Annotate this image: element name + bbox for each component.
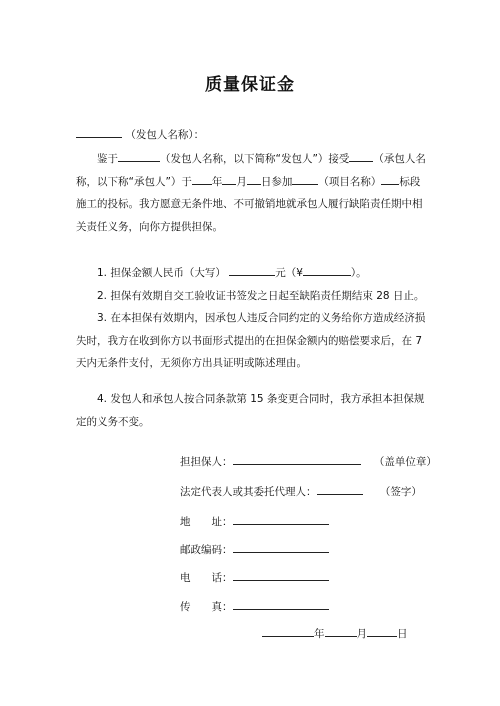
item-4: 4. 发包人和承包人按合同条款第 15 条变更合同时，我方承担本担保规定的义务不变。 — [76, 393, 425, 428]
intro-text-4: 以下称“承包人”）于 — [97, 175, 192, 188]
amount-words-blank[interactable] — [229, 264, 275, 276]
intro-text-3: （承包人名称， — [76, 153, 426, 188]
representative-label: 法定代表人或其委托代理人： — [180, 486, 317, 498]
intro-text-1: 鉴于 — [97, 153, 118, 165]
representative-blank[interactable] — [317, 483, 363, 495]
addressee-suffix: （发包人名称）： — [125, 129, 205, 141]
date-row — [262, 625, 408, 641]
guarantor-note: （盖单位章） — [373, 456, 437, 468]
date-day-label: 日 — [397, 628, 408, 640]
project-name-blank[interactable] — [292, 173, 318, 185]
phone-blank[interactable] — [233, 569, 329, 581]
amount-figures-blank[interactable] — [303, 264, 351, 276]
fax-row — [180, 598, 329, 614]
contractor-blank[interactable] — [349, 150, 373, 162]
fax-label: 传 真： — [180, 601, 233, 613]
day-blank[interactable] — [247, 173, 261, 185]
guarantor-label: 担担保人： — [180, 456, 233, 468]
representative-row — [180, 483, 422, 499]
intro-text-9: 标段施工的投标。我方愿意无条件地、不可撤销地就承包人履行缺陷责任期中相关责任义务，向你方提供担保。 — [76, 175, 423, 233]
phone-row — [180, 569, 329, 585]
date-month-blank[interactable] — [325, 625, 357, 637]
year-blank[interactable] — [192, 173, 212, 185]
guarantor-row — [180, 453, 437, 469]
phone-label: 电 话： — [180, 572, 233, 584]
date-day-blank[interactable] — [367, 625, 397, 637]
address-blank[interactable] — [233, 513, 329, 525]
postcode-row — [180, 541, 329, 557]
date-year-blank[interactable] — [262, 625, 314, 637]
document-title: 质量保证金 — [205, 75, 295, 95]
employer-blank[interactable] — [118, 150, 160, 162]
item-1-suffix: ）。 — [350, 267, 367, 279]
item-3: 3. 在本担保有效期内，因承包人违反合同约定的义务给你方造成经济损失时，我方在收到你方以书面形式提出的在担保金额内的赔偿要求后，在 7 天内无条件支付，无须你方出具证明或陈述理由。 — [76, 312, 426, 369]
month-blank[interactable] — [222, 173, 236, 185]
intro-text-5: 年 — [211, 175, 223, 188]
addressee-line — [76, 126, 204, 142]
address-row — [180, 513, 329, 529]
intro-text-2: （发包人名称，以下简称“发包人”）接受 — [160, 153, 350, 165]
intro-paragraph — [76, 148, 428, 238]
address-label: 地 址： — [180, 516, 233, 528]
postcode-blank[interactable] — [233, 541, 329, 553]
item-1 — [97, 264, 367, 280]
date-month-label: 月 — [356, 628, 367, 640]
date-year-label: 年 — [314, 628, 325, 640]
guarantor-blank[interactable] — [233, 453, 361, 465]
representative-note: （签字） — [379, 486, 422, 498]
intro-text-7: 日参加 — [260, 175, 293, 188]
item-1-prefix: 1. 担保金额人民币（大写） — [97, 267, 226, 279]
intro-text-8: （项目名称） — [318, 175, 382, 188]
employer-name-blank[interactable] — [76, 126, 122, 138]
item-1-mid: 元（¥ — [275, 267, 303, 279]
postcode-label: 邮政编码： — [180, 544, 233, 556]
section-blank[interactable] — [381, 173, 399, 185]
item-2: 2. 担保有效期自交工验收证书签发之日起至缺陷责任期结束 28 日止。 — [97, 290, 425, 302]
fax-blank[interactable] — [233, 598, 329, 610]
intro-text-6: 月 — [236, 175, 247, 188]
